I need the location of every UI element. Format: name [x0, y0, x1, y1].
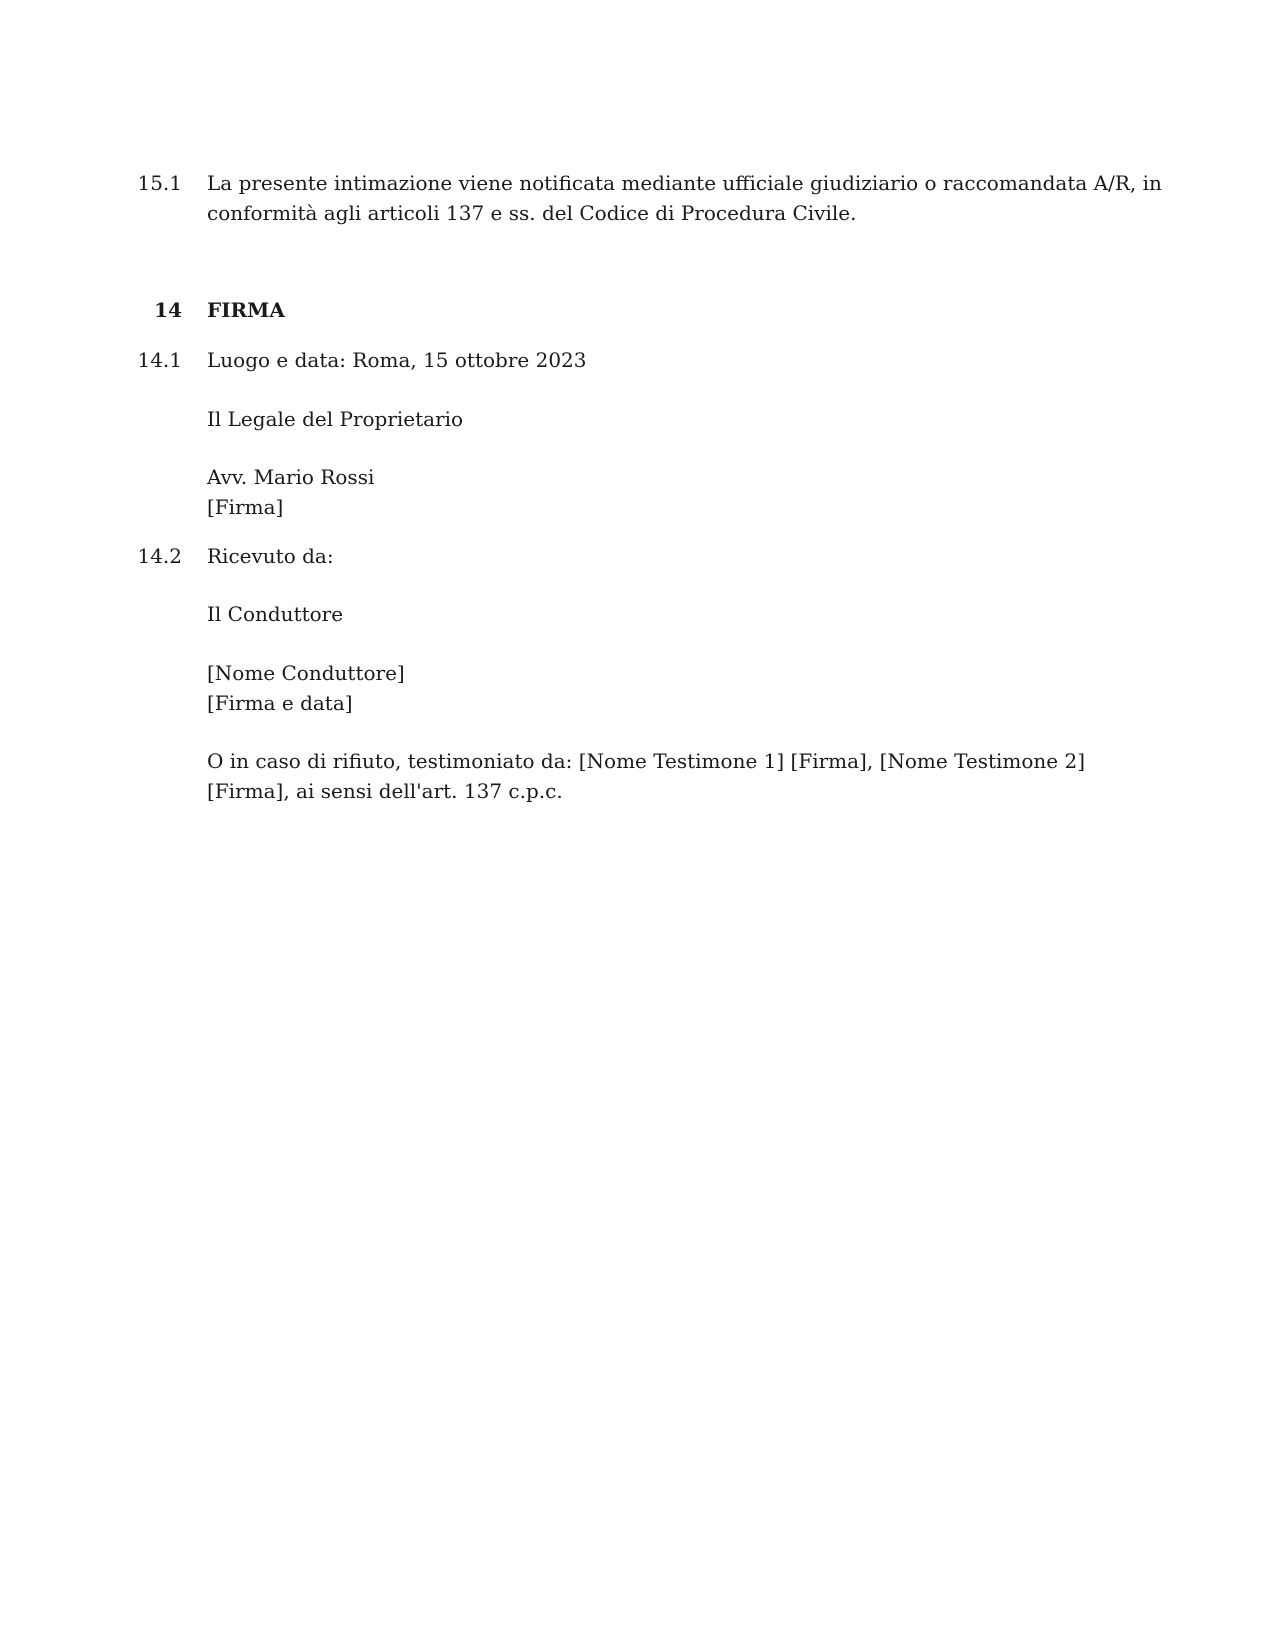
clause-number: 14.1 — [137, 348, 182, 372]
clause-text-line: conformità agli articoli 137 e ss. del Codice di Procedura Civile. — [207, 201, 857, 225]
clause-text — [207, 168, 1162, 228]
recipient-signature: [Firma e data] — [207, 691, 353, 715]
section-title: FIRMA — [207, 298, 285, 322]
clause-number: 14.2 — [137, 544, 182, 568]
signature-placeholder: [Firma] — [207, 495, 284, 519]
refusal-text-line: O in caso di rifiuto, testimoniato da: [Nome Testimone 1] [Firma], [Nome Testimone 2] — [207, 749, 1085, 773]
section-number: 14 — [154, 298, 182, 322]
clause-number: 15.1 — [137, 171, 182, 195]
recipient-name: [Nome Conduttore] — [207, 661, 405, 685]
signatory-name: Avv. Mario Rossi — [207, 465, 375, 489]
clause-text-line: La presente intimazione viene notificata mediante ufficiale giudiziario o raccomandata A/R, in — [207, 171, 1162, 195]
clause-text: Luogo e data: Roma, 15 ottobre 2023 — [207, 348, 587, 372]
refusal-text-line: [Firma], ai sensi dell'art. 137 c.p.c. — [207, 779, 563, 803]
clause-text: Ricevuto da: — [207, 544, 334, 568]
document-page: 15.1 La presente intimazione viene notificata mediante ufficiale giudiziario o raccomandata A/R, in conformità agli articoli 137 e ss. del Codice di Procedura Civile. 14 FIRMA 14.1 Luogo e data: Roma, 15 ottobre 2023 Il Legale del Proprietario Avv. Mario Rossi [Firma] 14.2 Ricevuto da: Il Conduttore [Nome Conduttore] [Firma e data] O in caso di rifiuto, testimoniato da: [Nome Testimone 1] [Firma], [Nome Testimone 2] [Firma], ai sensi dell'art. 137 c.p.c. — [0, 0, 1275, 1650]
